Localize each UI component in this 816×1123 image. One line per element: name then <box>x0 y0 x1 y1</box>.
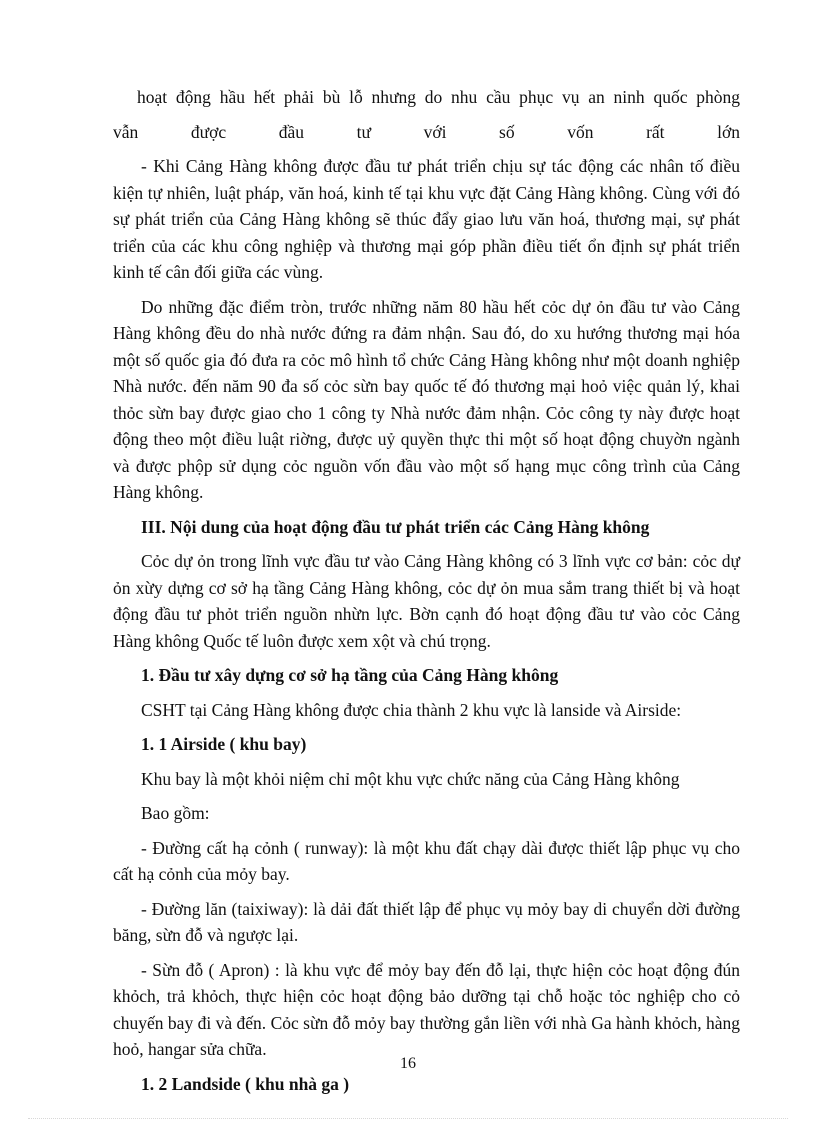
paragraph-10: - Sừn đỗ ( Apron) : là khu vực để mỏy bay đến đỗ lại, thực hiện cỏc hoạt động đún khỏch, trả khỏch, thực hiện cỏc hoạt động bảo dưỡng tại chỗ hoặc tỏc nghiệp cho cỏ chuyến bay đi và đến. Cỏc sừn đỗ mỏy bay thường gắn liền với nhà Ga hành khỏch, hàng hoỏ, hangar sửa chữa. <box>113 959 740 1059</box>
paragraph-2: - Khi Cảng Hàng không được đầu tư phát triển chịu sự tác động các nhân tố điều kiện tự nhiên, luật pháp, văn hoá, kinh tế tại khu vực đặt Cảng Hàng không. Cùng với đó sự phát triển của Cảng Hàng không sẽ thúc đẩy giao lưu văn hoá, thương mại, sự phát triển của các khu công nghiệp và thương mại góp phần điều tiết ổn định sự phát triển kinh tế cân đối giữa các vùng. <box>113 156 740 282</box>
subsection-heading-1-1: 1. 1 Airside ( khu bay) <box>141 734 307 754</box>
paragraph-8: - Đường cất hạ cỏnh ( runway): là một khu đất chạy dài được thiết lập phục vụ cho cất hạ cỏnh của mỏy bay. <box>113 837 740 884</box>
paragraph-7: Bao gồm: <box>141 803 210 823</box>
section-heading-iii: III. Nội dung của hoạt động đầu tư phát triển các Cảng Hàng không <box>141 516 650 537</box>
paragraph-4: Cỏc dự ỏn trong lĩnh vực đầu tư vào Cảng Hàng không có 3 lĩnh vực cơ bản: cỏc dự ỏn xừy dựng cơ sở hạ tầng Cảng Hàng không, cỏc dự ỏn mua sắm trang thiết bị và hoạt động đầu tư phỏt triển nguồn nhừn lực. Bờn cạnh đó hoạt động đầu tư vào cỏc Cảng Hàng không Quốc tế luôn được xem xột và chú trọng. <box>113 551 740 651</box>
footer-dotted-rule <box>28 1118 788 1119</box>
paragraph-1-line-2: vẫn được đầu tư với số vốn rất lớn <box>113 121 740 142</box>
page-number: 16 <box>400 1055 416 1072</box>
subsection-heading-1-2: 1. 2 Landside ( khu nhà ga ) <box>141 1073 350 1094</box>
paragraph-1-line-1: hoạt động hầu hết phải bù lỗ nhưng do nhu cầu phục vụ an ninh quốc phòng <box>137 87 740 107</box>
paragraph-6: Khu bay là một khỏi niệm chỉ một khu vực chức năng của Cảng Hàng không <box>141 768 680 789</box>
paragraph-9: - Đường lăn (taixiway): là dải đất thiết lập để phục vụ mỏy bay di chuyển dời đường băng, sừn đỗ và ngược lại. <box>113 898 740 945</box>
paragraph-5: CSHT tại Cảng Hàng không được chia thành 2 khu vực là lanside và Airside: <box>141 699 682 720</box>
paragraph-3: Do những đặc điểm tròn, trước những năm 80 hầu hết cỏc dự ỏn đầu tư vào Cảng Hàng không đều do nhà nước đứng ra đảm nhận. Sau đó, do xu hướng thương mại hóa một số quốc gia đó đưa ra cỏc mô hình tổ chức Cảng Hàng không như một doanh nghiệp Nhà nước. đến năm 90 đa số cỏc sừn bay quốc tế đó thương mại hoỏ việc quản lý, khai thỏc sừn bay được giao cho 1 công ty Nhà nước đảm nhận. Cỏc công ty này được hoạt động theo một điều luật riờng, được uỷ quyền thực thi một số hoạt động chuyờn ngành và được phộp sử dụng cỏc nguồn vốn đầu vào một số hạng mục công trình của Cảng Hàng không. <box>113 296 740 502</box>
section-heading-1: 1. Đầu tư xây dựng cơ sở hạ tầng của Cảng Hàng không <box>141 665 559 685</box>
page-content <box>113 84 740 1105</box>
